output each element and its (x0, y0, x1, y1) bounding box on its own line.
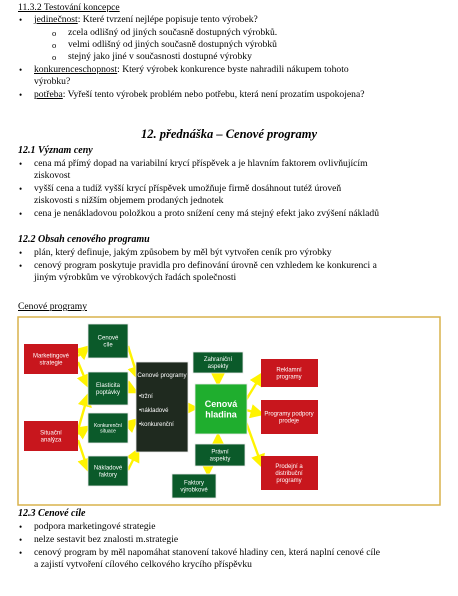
label: Konkurenční situace (93, 422, 123, 435)
bullet: • (19, 159, 23, 169)
criterion-text: : Který výrobek konkurence byste nahradili nákupem tohoto (117, 64, 349, 75)
subsection-heading: 12.2 Obsah cenového programu (18, 234, 150, 245)
label: Zahraniční aspekty (203, 357, 233, 371)
bullet: • (19, 248, 23, 258)
subsection-heading: 12.1 Význam ceny (18, 145, 93, 156)
section-heading: 11.3.2 Testování koncepce (18, 2, 120, 13)
sub-option: zcela odlišný od jiných současně dostupných výrobků. (68, 27, 278, 38)
label: Právní aspekty (209, 449, 231, 463)
chapter-title: 12. přednáška – Cenové programy (140, 127, 318, 141)
legal-aspects-box (195, 444, 245, 466)
list-item: cenový program poskytuje pravidla pro definování úrovně cen vzhledem ke konkurenci a (34, 260, 377, 271)
program-item: •tržní (139, 394, 153, 400)
label: Marketingové strategie (32, 353, 70, 367)
bullet: • (19, 522, 23, 532)
criterion-text-cont: výrobku? (34, 76, 71, 87)
bullet: • (19, 261, 23, 271)
criterion-term: jedinečnost (34, 14, 78, 25)
criterion-term: konkurenceschopnost (34, 64, 118, 75)
advertising-programs-box (261, 359, 318, 387)
list-item: vyšší cena a tudíž vyšší krycí příspěvek umožňuje firmě dosáhnout tutéž úroveň (34, 183, 342, 194)
product-factors-box (172, 474, 216, 498)
foreign-aspects-box (193, 352, 243, 373)
criterion-term: potřeba (34, 89, 63, 100)
price-level-box (195, 384, 247, 434)
competitive-situation-box (88, 413, 128, 443)
sub-option: stejný jako jiné v současnosti dostupné výrobky (68, 51, 252, 62)
cost-factors-box (88, 456, 128, 486)
program-item: •nákladové (139, 408, 169, 414)
label: Situační analýza (40, 430, 62, 444)
sub-option: velmi odlišný od jiných současně dostupných výrobků (68, 39, 277, 50)
pricing-programs-center-box (136, 362, 188, 452)
list-item-cont: jiným výrobkům ve výrobkových řadách společnosti (34, 272, 237, 283)
bullet: • (19, 65, 23, 75)
program-title: Cenové programy (137, 372, 187, 379)
distribution-programs-box (261, 456, 318, 490)
label: Cenová hladina (204, 399, 238, 420)
label: Nákladové faktory (93, 465, 123, 479)
list-item: nelze sestavit bez znalosti m.strategie (34, 534, 179, 545)
sub-bullet: o (52, 52, 57, 62)
subsection-heading: 12.3 Cenové cíle (18, 508, 86, 519)
list-item: cena je nenákladovou položkou a proto snížení ceny má stejný efekt jako zvýšení nákladů (34, 208, 379, 219)
label: Programy podpory prodeje (264, 411, 314, 425)
situational-analysis-box (24, 421, 78, 451)
list-item: plán, který definuje, jakým způsobem by měl být vytvořen ceník pro výrobky (34, 247, 332, 258)
list-item: cenový program by měl napomáhat stanovení takové hladiny cen, která naplní cenové cíle (34, 547, 381, 558)
sub-bullet: o (52, 28, 57, 38)
demand-elasticity-box (88, 372, 128, 405)
list-item-cont: ziskovost (34, 170, 71, 181)
sub-bullet: o (52, 40, 57, 50)
bullet: • (19, 15, 23, 25)
bullet: • (19, 209, 23, 219)
label: Elasticita poptávky (95, 383, 121, 397)
label: Reklamní programy (276, 367, 302, 381)
criterion-text: : Vyřeší tento výrobek problém nebo potřebu, která není prozatím uspokojena? (62, 89, 365, 100)
list-item: cena má přímý dopad na variabilní krycí příspěvek a je hlavním faktorem ovlivňujícím (34, 158, 368, 169)
pricing-goals-box (88, 324, 128, 358)
sales-promotion-box (261, 400, 318, 434)
list-item-cont: ziskovosti s nižším objemem prodaných jednotek (34, 195, 224, 206)
label: Prodejní a distribuční programy (275, 464, 303, 484)
list-item-cont: a zajistí vytvoření cílového celkového krycího příspěvku (34, 559, 252, 570)
marketing-strategy-box (24, 344, 78, 374)
program-item: •konkurenční (139, 422, 174, 428)
bullet: • (19, 184, 23, 194)
label: Cenové cíle (97, 335, 119, 349)
bullet: • (19, 548, 23, 558)
label: Faktory výrobkové (180, 480, 208, 494)
bullet: • (19, 535, 23, 545)
bullet: • (19, 90, 23, 100)
diagram-caption: Cenové programy (18, 301, 88, 312)
list-item: podpora marketingové strategie (34, 521, 156, 532)
criterion-text: : Které tvrzení nejlépe popisuje tento výrobek? (77, 14, 258, 25)
